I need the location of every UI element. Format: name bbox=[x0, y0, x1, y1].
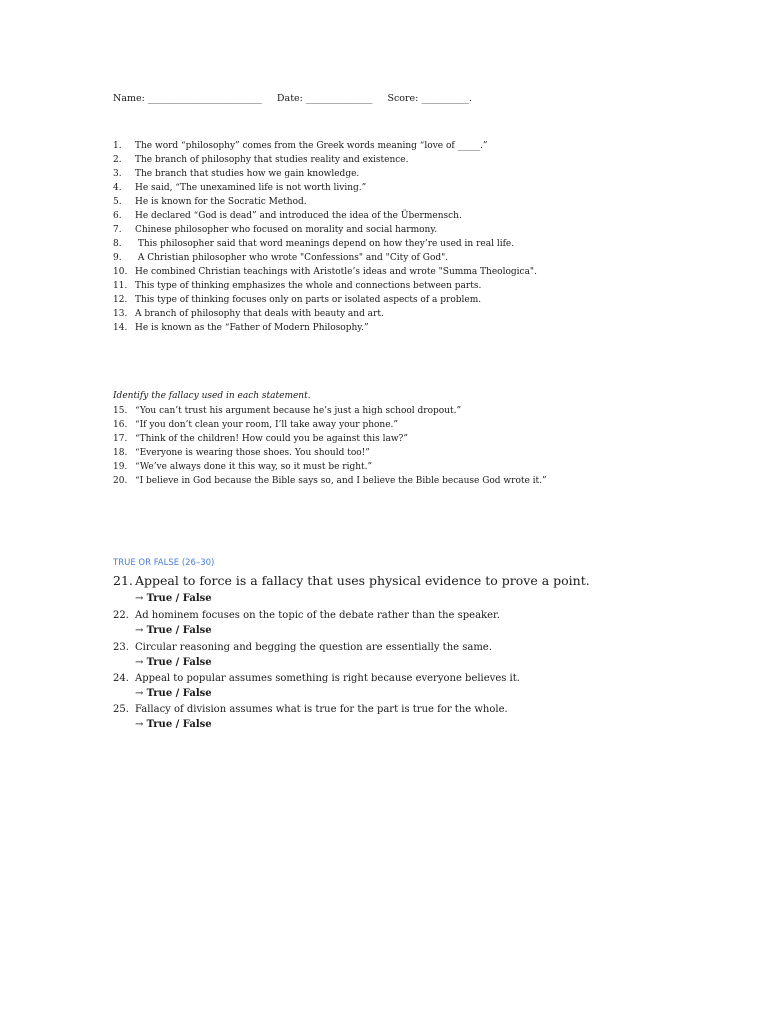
true-false-heading: TRUE OR FALSE (26–30) bbox=[113, 558, 215, 568]
item-number: 13. bbox=[113, 309, 128, 319]
arrow-icon: → bbox=[135, 657, 144, 668]
item-text: Circular reasoning and begging the question are essentially the same. bbox=[135, 642, 492, 653]
true-false-answer bbox=[135, 719, 212, 730]
item-number: 11. bbox=[113, 281, 128, 291]
answer-choice: True / False bbox=[146, 688, 212, 699]
list-item bbox=[113, 265, 537, 279]
item-number: 9. bbox=[113, 253, 122, 263]
item-number: 24. bbox=[113, 673, 129, 684]
list-item bbox=[113, 418, 547, 432]
list-item bbox=[113, 321, 537, 335]
item-number: 17. bbox=[113, 434, 128, 444]
tf-question-21 bbox=[113, 572, 590, 590]
list-item bbox=[113, 293, 537, 307]
arrow-icon: → bbox=[135, 688, 144, 699]
list-item bbox=[113, 307, 537, 321]
arrow-icon: → bbox=[135, 593, 144, 604]
item-number: 14. bbox=[113, 323, 128, 333]
arrow-icon: → bbox=[135, 625, 144, 636]
list-item bbox=[113, 153, 537, 167]
list-item bbox=[113, 167, 537, 181]
list-item bbox=[113, 139, 537, 153]
item-text: “I believe in God because the Bible says so, and I believe the Bible because God wrote it.” bbox=[135, 476, 547, 486]
arrow-icon: → bbox=[135, 719, 144, 730]
fallacy-list bbox=[113, 404, 547, 488]
true-false-answer bbox=[135, 593, 212, 604]
true-false-answer bbox=[135, 657, 212, 668]
list-item bbox=[113, 209, 537, 223]
tf-question-24 bbox=[113, 673, 520, 684]
list-item bbox=[113, 279, 537, 293]
item-text: He declared “God is dead” and introduced the idea of the Übermensch. bbox=[135, 211, 462, 221]
list-item bbox=[113, 446, 547, 460]
item-number: 3. bbox=[113, 169, 122, 179]
item-number: 25. bbox=[113, 704, 129, 715]
item-text: This type of thinking emphasizes the whole and connections between parts. bbox=[135, 281, 482, 291]
item-text: The branch that studies how we gain knowledge. bbox=[135, 169, 360, 179]
answer-choice: True / False bbox=[146, 719, 212, 730]
item-text: “We’ve always done it this way, so it must be right.” bbox=[135, 462, 373, 472]
identification-list bbox=[113, 139, 537, 335]
true-false-answer bbox=[135, 625, 212, 636]
item-text: “You can’t trust his argument because he’s just a high school dropout.” bbox=[135, 406, 462, 416]
item-text: This philosopher said that word meanings depend on how they’re used in real life. bbox=[135, 239, 515, 249]
item-text: He is known for the Socratic Method. bbox=[135, 197, 307, 207]
item-number: 4. bbox=[113, 183, 122, 193]
item-number: 18. bbox=[113, 448, 128, 458]
item-text: “Think of the children! How could you be against this law?” bbox=[135, 434, 408, 444]
tf-question-22 bbox=[113, 610, 500, 621]
list-item bbox=[113, 474, 547, 488]
student-info-line: Name: ________________________ Date: ______________ Score: __________. bbox=[113, 93, 472, 104]
item-number: 8. bbox=[113, 239, 122, 249]
tf-question-23 bbox=[113, 642, 492, 653]
item-number: 20. bbox=[113, 476, 128, 486]
item-text: He is known as the “Father of Modern Philosophy.” bbox=[135, 323, 369, 333]
answer-choice: True / False bbox=[146, 625, 212, 636]
item-number: 12. bbox=[113, 295, 128, 305]
item-text: He said, “The unexamined life is not worth living.” bbox=[135, 183, 367, 193]
item-number: 15. bbox=[113, 406, 128, 416]
item-number: 16. bbox=[113, 420, 128, 430]
item-text: The branch of philosophy that studies reality and existence. bbox=[135, 155, 409, 165]
tf-question-25 bbox=[113, 704, 508, 715]
item-number: 19. bbox=[113, 462, 128, 472]
item-number: 2. bbox=[113, 155, 122, 165]
answer-choice: True / False bbox=[146, 657, 212, 668]
item-number: 1. bbox=[113, 141, 122, 151]
answer-choice: True / False bbox=[146, 593, 212, 604]
list-item bbox=[113, 237, 537, 251]
list-item bbox=[113, 404, 547, 418]
item-text: “If you don’t clean your room, I’ll take away your phone.” bbox=[135, 420, 399, 430]
item-number: 6. bbox=[113, 211, 122, 221]
list-item bbox=[113, 251, 537, 265]
item-text: “Everyone is wearing those shoes. You should too!” bbox=[135, 448, 370, 458]
true-false-answer bbox=[135, 688, 212, 699]
item-text: He combined Christian teachings with Aristotle’s ideas and wrote "Summa Theologica". bbox=[135, 267, 537, 277]
item-text: A branch of philosophy that deals with beauty and art. bbox=[135, 309, 384, 319]
list-item bbox=[113, 195, 537, 209]
item-text: Chinese philosopher who focused on morality and social harmony. bbox=[135, 225, 438, 235]
item-text: A Christian philosopher who wrote "Confessions" and "City of God". bbox=[135, 253, 449, 263]
list-item bbox=[113, 460, 547, 474]
item-number: 21. bbox=[113, 573, 133, 588]
item-number: 10. bbox=[113, 267, 128, 277]
item-text: Ad hominem focuses on the topic of the debate rather than the speaker. bbox=[135, 610, 500, 621]
item-text: Appeal to force is a fallacy that uses physical evidence to prove a point. bbox=[135, 573, 590, 588]
item-text: Appeal to popular assumes something is right because everyone believes it. bbox=[135, 673, 520, 684]
list-item bbox=[113, 223, 537, 237]
item-text: Fallacy of division assumes what is true for the part is true for the whole. bbox=[135, 704, 508, 715]
fallacy-instruction: Identify the fallacy used in each statement. bbox=[113, 391, 311, 401]
item-text: This type of thinking focuses only on parts or isolated aspects of a problem. bbox=[135, 295, 482, 305]
list-item bbox=[113, 181, 537, 195]
list-item bbox=[113, 432, 547, 446]
item-number: 23. bbox=[113, 642, 129, 653]
item-number: 5. bbox=[113, 197, 122, 207]
item-text: The word “philosophy” comes from the Greek words meaning “love of _____.” bbox=[135, 141, 488, 151]
item-number: 22. bbox=[113, 610, 129, 621]
item-number: 7. bbox=[113, 225, 122, 235]
